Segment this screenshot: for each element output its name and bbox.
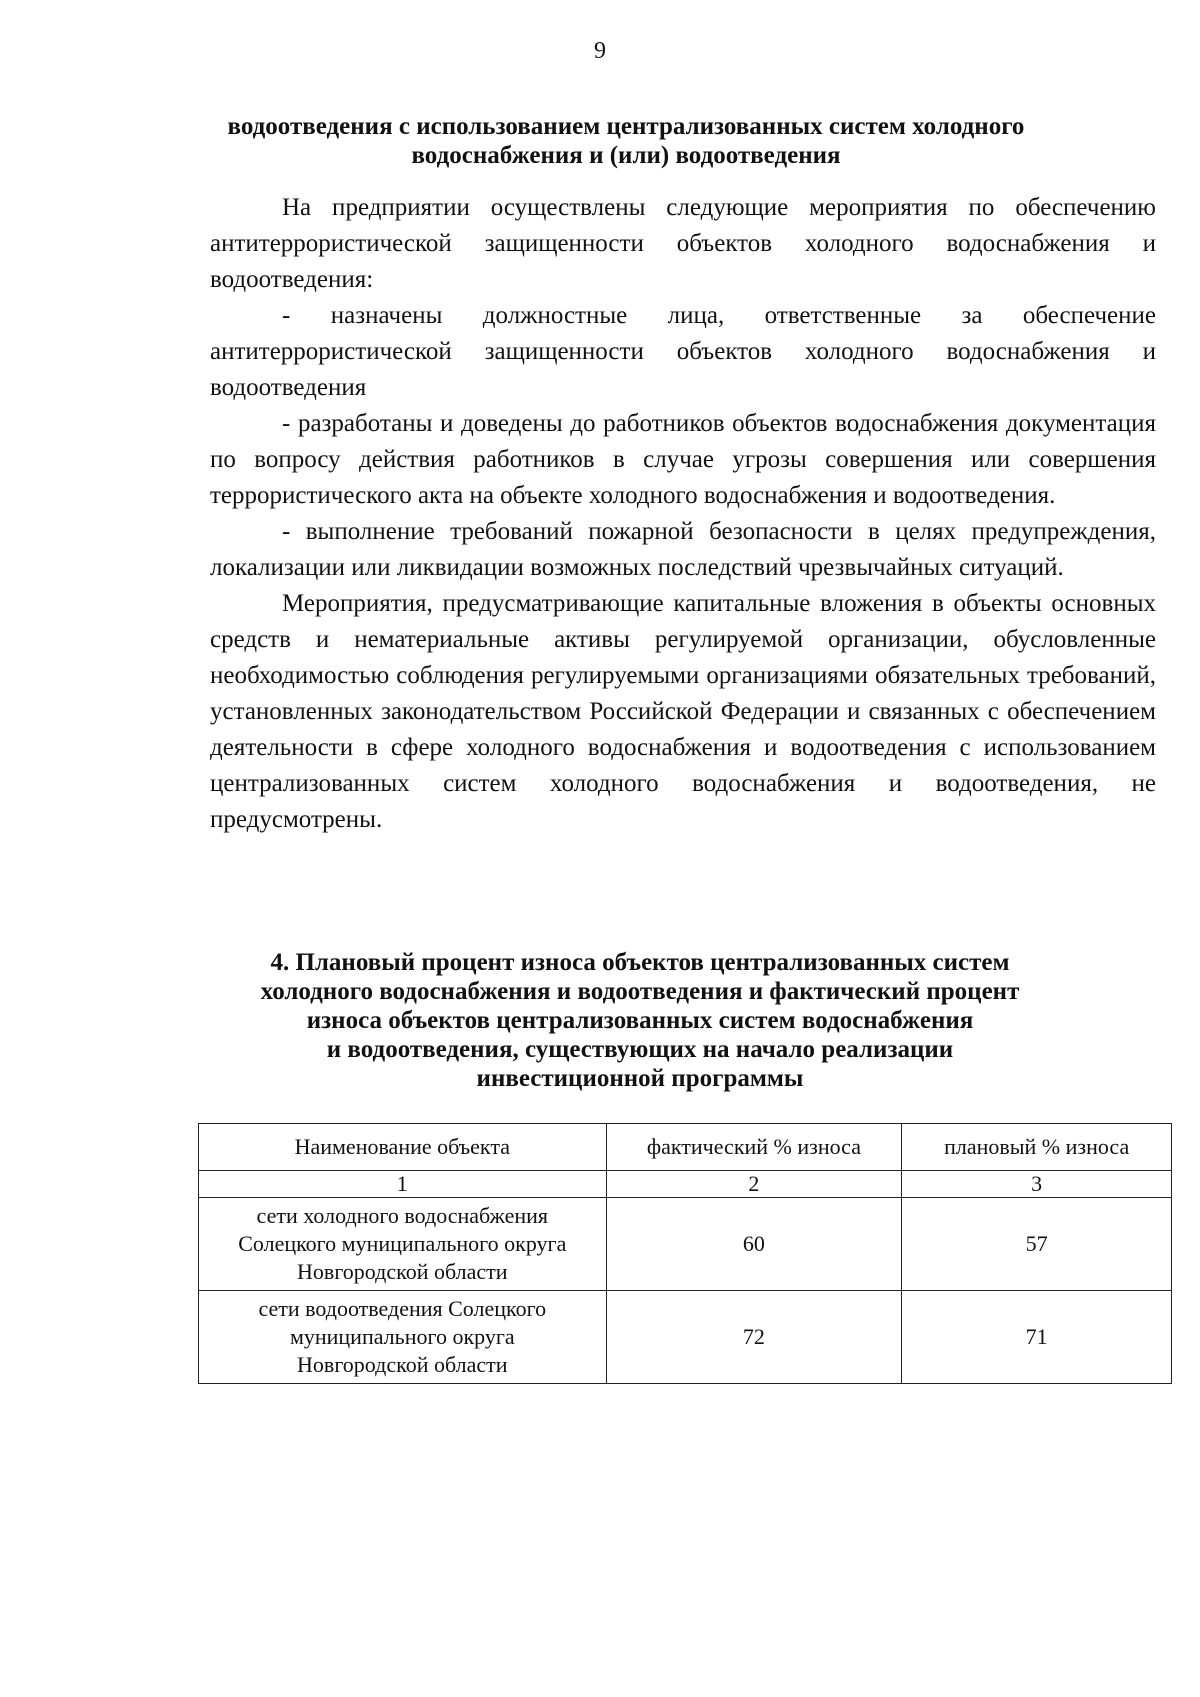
table-header-row [199,1124,1172,1171]
section-4-heading-line-3: износа объектов централизованных систем водоснабжения [306,1007,974,1034]
paragraph-capital-investments: Мероприятия, предусматривающие капитальные вложения в объекты основных средств и нематериальные активы регулируемой организации, обусловленные необходимостью соблюдения регулируемыми организациями обязательных требований, установленных законодательством Российской Федерации и связанных с обеспечением деятельности в сфере холодного водоснабжения и водоотведения с использованием централизованных систем холодного водоснабжения и водоотведения, не предусмотрены. [210,590,1156,833]
object-name-line: Солецкого муниципального округа [238,1231,567,1256]
object-name-line: Новгородской области [297,1352,508,1377]
column-number: 2 [606,1171,902,1198]
actual-wear-value: 72 [606,1291,902,1384]
continued-heading-line-1: водоотведения с использованием централизованных систем холодного [227,113,1025,140]
header-object-name: Наименование объекта [199,1124,607,1171]
continued-heading [196,112,1056,170]
section-4-heading-line-4: и водоотведения, существующих на начало реализации [326,1036,954,1063]
table-column-numbers-row [199,1171,1172,1198]
object-name-line: муниципального округа [289,1324,515,1349]
planned-wear-value: 57 [902,1198,1172,1291]
paragraph-measures-intro: На предприятии осуществлены следующие мероприятия по обеспечению антитеррористической защищенности объектов холодного водоснабжения и водоотведения: [210,194,1156,293]
column-number: 3 [902,1171,1172,1198]
paragraph-bullet-documentation: - разработаны и доведены до работников объектов водоснабжения документация по вопросу действия работников в случае угрозы совершения или совершения террористического акта на объекте холодного водоснабжения и водоотведения. [210,410,1156,509]
object-name-line: сети холодного водоснабжения [256,1203,549,1228]
section-4-heading-line-2: холодного водоснабжения и водоотведения и фактический процент [260,978,1020,1005]
actual-wear-value: 60 [606,1198,902,1291]
section-4-heading-line-5: инвестиционной программы [476,1065,804,1092]
object-name-cell [199,1291,607,1384]
section-4-heading [200,948,1080,1093]
object-name-cell [199,1198,607,1291]
paragraph-bullet-officials: - назначены должностные лица, ответственные за обеспечение антитеррористической защищенности объектов холодного водоснабжения и водоотведения [210,302,1156,401]
column-number: 1 [199,1171,607,1198]
body-text [210,190,1156,838]
object-name-line: Новгородской области [297,1259,508,1284]
paragraph-bullet-fire-safety: - выполнение требований пожарной безопасности в целях предупреждения, локализации или ликвидации возможных последствий чрезвычайных ситуаций. [210,518,1156,581]
continued-heading-line-2: водоснабжения и (или) водоотведения [411,142,841,169]
table-row [199,1198,1172,1291]
wear-percentage-table [198,1123,1172,1384]
header-planned-wear: плановый % износа [902,1124,1172,1171]
section-4-heading-line-1: 4. Плановый процент износа объектов централизованных систем [270,949,1010,976]
header-actual-wear: фактический % износа [606,1124,902,1171]
planned-wear-value: 71 [902,1291,1172,1384]
object-name-line: сети водоотведения Солецкого [258,1296,547,1321]
table-row [199,1291,1172,1384]
page-number: 9 [594,38,606,64]
